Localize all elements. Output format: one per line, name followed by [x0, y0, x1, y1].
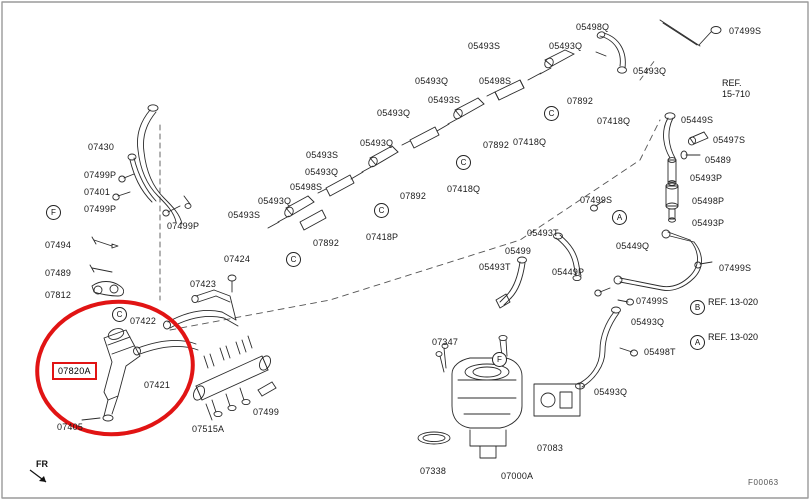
- part-label: 07338: [420, 466, 447, 476]
- part-label: 07347: [432, 337, 459, 347]
- circle-marker-c-3: C: [456, 155, 471, 170]
- part-label: 05497S: [713, 135, 746, 145]
- part-label: 05493T: [527, 228, 559, 238]
- part-label: 07418Q: [513, 137, 547, 147]
- orientation-marker-fr: FR: [36, 459, 48, 469]
- part-label: 05493Q: [594, 387, 628, 397]
- part-label: 07499S: [719, 263, 752, 273]
- part-label: 05493Q: [360, 138, 394, 148]
- ref-note-b: REF. 13-020: [708, 297, 759, 307]
- part-label: 05493S: [428, 95, 461, 105]
- part-label: 05493Q: [377, 108, 411, 118]
- orientation-arrow-icon: [28, 468, 50, 486]
- part-label: 07401: [84, 187, 111, 197]
- part-label: 07892: [313, 238, 340, 248]
- part-label: 05493S: [306, 150, 339, 160]
- part-label: 07499: [253, 407, 280, 417]
- part-label: 07424: [224, 254, 251, 264]
- circle-marker-c-2: C: [374, 203, 389, 218]
- part-label: 05498Q: [576, 22, 610, 32]
- part-label: 05493Q: [415, 76, 449, 86]
- part-label: 05493S: [228, 210, 261, 220]
- part-label: 07499P: [84, 170, 117, 180]
- ref-block-line2: 15-710: [722, 89, 751, 99]
- part-label: 05493Q: [305, 167, 339, 177]
- part-label: 07430: [88, 142, 115, 152]
- part-label: 05489: [705, 155, 732, 165]
- part-label: 07499S: [636, 296, 669, 306]
- part-label: 07499S: [729, 26, 762, 36]
- part-label: 07499P: [167, 221, 200, 231]
- ref-block-line1: REF.: [722, 78, 742, 88]
- part-label: 05499: [505, 246, 532, 256]
- part-label: 07422: [130, 316, 157, 326]
- part-label: 07499S: [580, 195, 613, 205]
- part-label: 05493T: [479, 262, 511, 272]
- part-label: 07499P: [84, 204, 117, 214]
- part-label: 05498S: [479, 76, 512, 86]
- ref-block-15-710: [722, 78, 750, 100]
- part-label: 05449S: [681, 115, 714, 125]
- part-label: 05449Q: [616, 241, 650, 251]
- part-label: 05493Q: [258, 196, 292, 206]
- highlighted-part-number: 07820A: [52, 362, 97, 380]
- part-label: 05498P: [692, 196, 725, 206]
- circle-marker-a-1: A: [612, 210, 627, 225]
- part-label: 05493Q: [549, 41, 583, 51]
- part-label: 07405: [57, 422, 84, 432]
- part-label: 05498S: [290, 182, 323, 192]
- part-label: 05493Q: [631, 317, 665, 327]
- circle-marker-f-left: F: [46, 205, 61, 220]
- part-label: 05498T: [644, 347, 676, 357]
- circle-marker-b-ref: B: [690, 300, 705, 315]
- circle-marker-a-ref: A: [690, 335, 705, 350]
- circle-marker-c-1: C: [286, 252, 301, 267]
- part-label: 07892: [483, 140, 510, 150]
- part-label: 07083: [537, 443, 564, 453]
- part-label: 07494: [45, 240, 72, 250]
- part-label: 07421: [144, 380, 171, 390]
- part-label: 07418P: [366, 232, 399, 242]
- diagram-footer-code: F00063: [748, 478, 779, 487]
- part-label: 07489: [45, 268, 72, 278]
- part-label: 07515A: [192, 424, 225, 434]
- part-label: 05449P: [552, 267, 585, 277]
- part-label: 05493S: [468, 41, 501, 51]
- part-label: 07812: [45, 290, 72, 300]
- circle-marker-c-5: C: [112, 307, 127, 322]
- circle-marker-f-pump: F: [492, 352, 507, 367]
- part-label: 05493P: [692, 218, 725, 228]
- part-label: 07418Q: [447, 184, 481, 194]
- part-label: 07892: [567, 96, 594, 106]
- part-label: 07423: [190, 279, 217, 289]
- part-label: 07892: [400, 191, 427, 201]
- part-label: 05493P: [690, 173, 723, 183]
- part-label: 07418Q: [597, 116, 631, 126]
- part-label: 07000A: [501, 471, 534, 481]
- circle-marker-c-4: C: [544, 106, 559, 121]
- ref-note-a: REF. 13-020: [708, 332, 759, 342]
- part-label: 05493Q: [633, 66, 667, 76]
